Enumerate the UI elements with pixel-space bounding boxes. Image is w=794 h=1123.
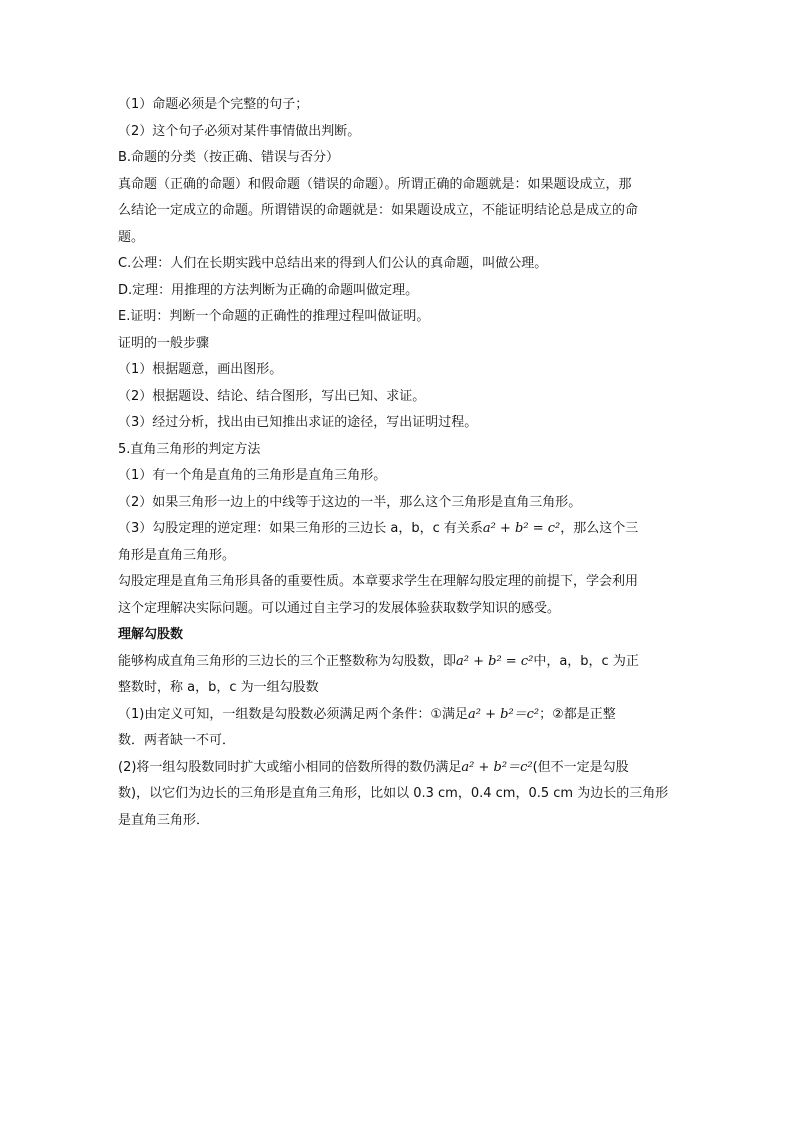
text-line: 数)，以它们为边长的三角形是直角三角形，比如以 0.3 cm，0.4 cm，0.5 cm 为边长的三角形	[118, 786, 669, 801]
text-line: （1）根据题意，画出图形。	[118, 362, 283, 377]
text-line: （1）有一个角是直角的三角形是直角三角形。	[118, 468, 387, 483]
section-heading: 证明的一般步骤	[118, 335, 210, 351]
text-segment: ，那么这个三	[560, 521, 639, 536]
text-line: （2）根据题设、结论、结合图形，写出已知、求证。	[118, 388, 426, 404]
text-segment: (但不一定是勾股	[532, 759, 629, 775]
text-line	[118, 702, 678, 729]
text-line: 勾股定理是直角三角形具备的重要性质。本章要求学生在理解勾股定理的前提下，学会利用	[118, 574, 639, 589]
text-segment: （3）勾股定理的逆定理：如果三角形的三边长 a，b，c 有关系	[118, 521, 483, 536]
text-line	[118, 755, 678, 782]
text-line: （3）经过分析，找出由已知推出求证的途径，写出证明过程。	[118, 415, 478, 430]
text-line: （1）命题必须是个完整的句子；	[118, 97, 309, 112]
text-line: 数．两者缺一不可．	[118, 733, 236, 748]
text-line: 么结论一定成立的命题。所谓错误的命题就是：如果题设成立，不能证明结论总是成立的命	[118, 203, 639, 218]
text-segment: (2)将一组勾股数同时扩大或缩小相同的倍数所得的数仍满足	[118, 759, 462, 775]
text-segment: 能够构成直角三角形的三边长的三个正整数称为勾股数，即	[118, 653, 457, 669]
text-segment: 中，a，b，c 为正	[533, 653, 639, 669]
text-line: C.公理：人们在长期实践中总结出来的得到人们公认的真命题，叫做公理。	[118, 256, 548, 271]
text-line: 题。	[118, 229, 145, 245]
formula: a² + b² = c²	[482, 521, 561, 536]
formula: a² + b²＝c²	[468, 706, 540, 722]
formula: a² + b² = c²	[456, 653, 534, 669]
text-line	[118, 649, 678, 676]
text-line: B.命题的分类（按正确、错误与否分）	[118, 150, 340, 165]
formula: a² + b²＝c²	[461, 759, 533, 775]
text-line: （2）如果三角形一边上的中线等于这边的一半，那么这个三角形是直角三角形。	[118, 494, 582, 510]
text-line: 整数时，称 a，b，c 为一组勾股数	[118, 680, 319, 695]
text-line: 这个定理解决实际问题。可以通过自主学习的发展体验获取数学知识的感受。	[118, 600, 561, 616]
text-line: （2）这个句子必须对某件事情做出判断。	[118, 123, 361, 139]
text-line: E.证明：判断一个命题的正确性的推理过程叫做证明。	[118, 309, 430, 324]
text-line	[118, 516, 678, 543]
document-body	[118, 92, 678, 834]
section-heading: 5.直角三角形的判定方法	[118, 441, 261, 457]
text-line: 真命题（正确的命题）和假命题（错误的命题）。所谓正确的命题就是：如果题设成立，那	[118, 176, 632, 192]
text-line: 是直角三角形．	[118, 812, 210, 828]
text-line: D.定理：用推理的方法判断为正确的命题叫做定理。	[118, 282, 419, 298]
text-segment: （1)由定义可知，一组数是勾股数必须满足两个条件：①满足	[118, 706, 468, 722]
text-line: 角形是直角三角形。	[118, 547, 236, 563]
text-segment: ；②都是正整	[539, 706, 616, 722]
section-heading: 理解勾股数	[118, 627, 184, 642]
